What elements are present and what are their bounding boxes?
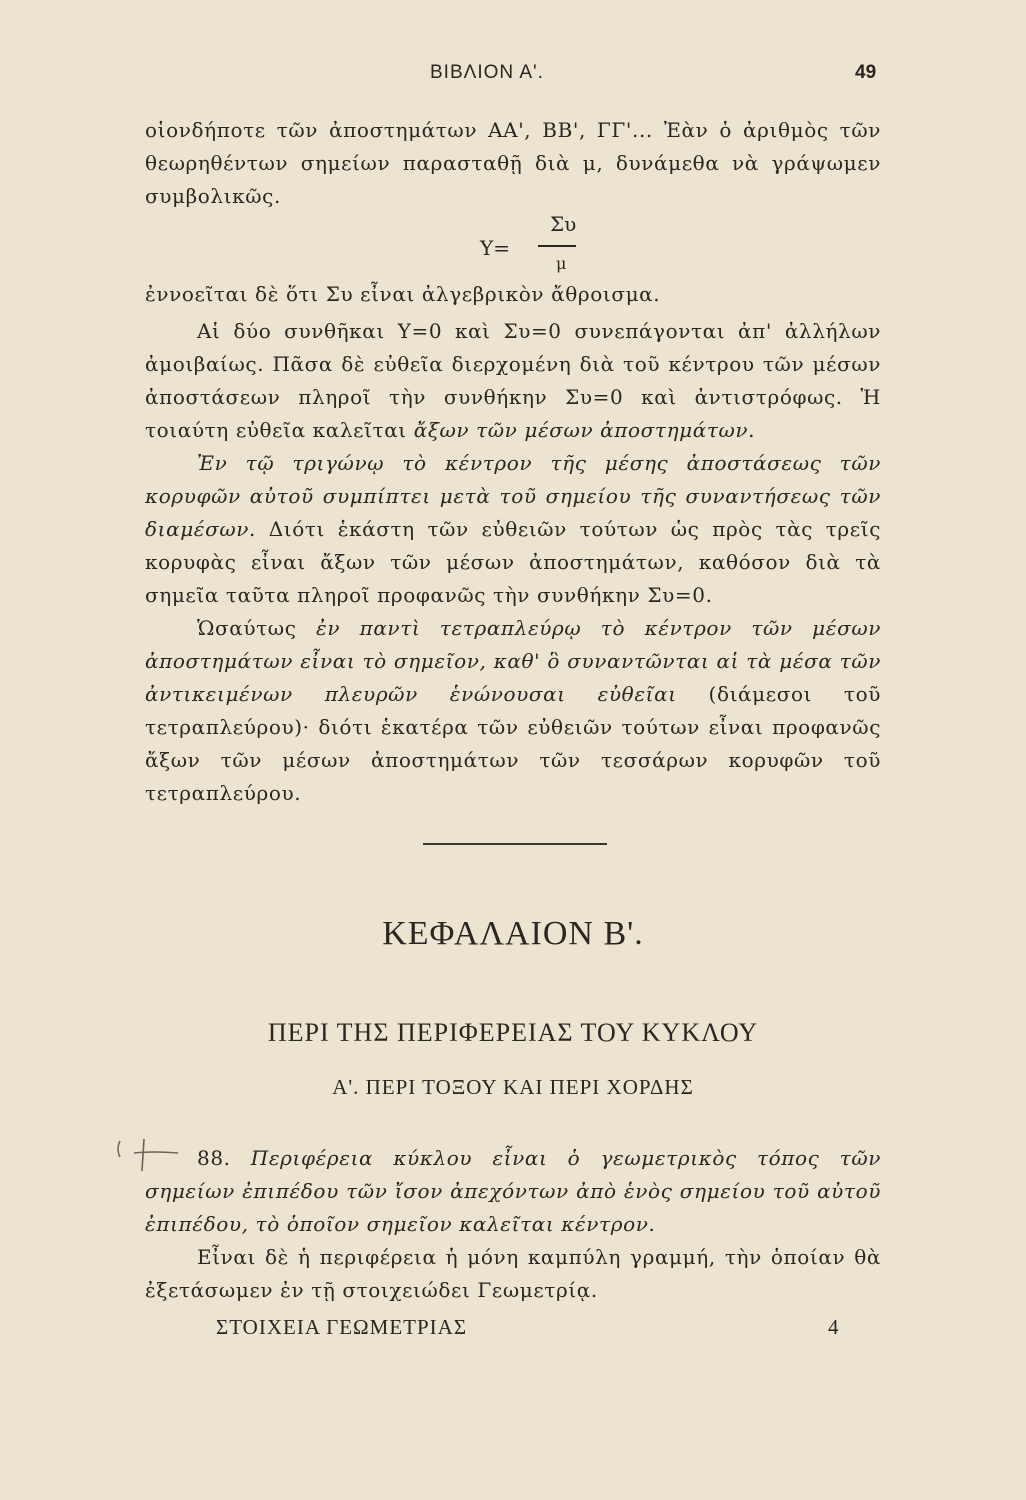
paragraph-axis-text: Αἱ δύο συνθῆκαι Υ=0 καὶ Συ=0 συνεπάγονται ἀπ' ἀλλήλων ἀμοιβαίως. Πᾶσα δὲ εὐθεῖα διερχομένη διὰ τοῦ κέντρου τῶν μέσων ἀποστάσεων πληροῖ τὴν συνθήκην Συ=0 καὶ ἀντιστρόφως. Ἡ τοιαύτη εὐθεῖα καλεῖται bbox=[145, 319, 881, 442]
chapter-title: ΚΕΦΑΛΑΙΟΝ Β'. bbox=[382, 915, 644, 952]
formula-explanation: ἐννοεῖται δὲ ὅτι Συ εἶναι ἀλγεβρικὸν ἄθροισμα. bbox=[145, 282, 661, 306]
paragraph-triangle bbox=[145, 447, 881, 612]
follow-paragraph: Εἶναι δὲ ἡ περιφέρεια ἡ μόνη καμπύλη γραμμή, τὴν ὁποίαν θὰ ἐξετάσωμεν ἐν τῇ στοιχειώδει Γεωμετρίᾳ. bbox=[145, 1245, 881, 1302]
formula-mean bbox=[480, 212, 620, 282]
signature-line bbox=[0, 1315, 1026, 1345]
section-number: 88. bbox=[197, 1146, 231, 1170]
formula-lhs: Υ= bbox=[480, 236, 510, 260]
section-88 bbox=[145, 1142, 881, 1307]
paragraph-axis-term: ἄξων τῶν μέσων ἀποστημάτων. bbox=[413, 418, 756, 442]
definition-paragraph bbox=[145, 1142, 881, 1241]
circle-definition: Περιφέρεια κύκλου εἶναι ὁ γεωμετρικὸς τόπος τῶν σημείων ἐπιπέδου τῶν ἴσον ἀπεχόντων ἀπὸ ἑνὸς σημείου τοῦ αὐτοῦ ἐπιπέδου, τὸ ὁποῖον σημεῖον καλεῖται κέντρον. bbox=[145, 1146, 881, 1236]
quadrilateral-lead: Ὡσαύτως bbox=[197, 616, 297, 640]
paragraph-axis bbox=[145, 315, 881, 447]
signature-number: 4 bbox=[828, 1315, 839, 1339]
chapter-subtitle: ΠΕΡΙ ΤΗΣ ΠΕΡΙΦΕΡΕΙΑΣ ΤΟΥ ΚΥΚΛΟΥ bbox=[267, 1018, 759, 1047]
page-number: 49 bbox=[855, 62, 877, 83]
formula-numerator: Συ bbox=[550, 212, 577, 236]
triangle-proof: Διότι ἑκάστη τῶν εὐθειῶν τούτων ὡς πρὸς τὰς τρεῖς κορυφὰς εἶναι ἄξων τῶν μέσων ἀποστημάτων, καθόσον διὰ τὰ σημεῖα ταῦτα πληροῖ προφανῶς τὴν συνθήκην Συ=0. bbox=[145, 517, 881, 607]
section-divider bbox=[423, 843, 607, 845]
paragraph-quadrilateral bbox=[145, 612, 881, 810]
quadrilateral-theorem: ἐν παντὶ τετραπλεύρῳ τὸ κέντρον τῶν μέσων ἀποστημάτων εἶναι τὸ σημεῖον, καθ' ὃ συναντῶνται αἱ τὰ μέσα τῶν ἀντικειμένων πλευρῶν ἑνώνουσαι εὐθεῖαι bbox=[145, 616, 881, 706]
body-text bbox=[145, 315, 881, 810]
fraction-bar bbox=[538, 245, 576, 247]
quadrilateral-proof: (διάμεσοι τοῦ τετραπλεύρου)· διότι ἑκατέρα τῶν εὐθειῶν τούτων εἶναι προφανῶς ἄξων τῶν μέσων ἀποστημάτων τῶν τεσσάρων κορυφῶν τοῦ τετραπλεύρου. bbox=[145, 682, 881, 805]
formula-denominator: μ bbox=[556, 254, 567, 273]
section-heading: Α'. ΠΕΡΙ ΤΟΞΟΥ ΚΑΙ ΠΕΡΙ ΧΟΡΔΗΣ bbox=[332, 1075, 694, 1099]
running-title: ΒΙΒΛΙΟΝ Α'. bbox=[430, 62, 544, 83]
running-header bbox=[0, 58, 1026, 88]
intro-paragraph: οἱονδήποτε τῶν ἀποστημάτων ΑΑ', ΒΒ', ΓΓ'... Ἐὰν ὁ ἀριθμὸς τῶν θεωρηθέντων σημείων παρασταθῇ διὰ μ, δυνάμεθα νὰ γράψωμεν συμβολικῶς. bbox=[145, 118, 881, 208]
triangle-theorem: Ἐν τῷ τριγώνῳ τὸ κέντρον τῆς μέσης ἀποστάσεως τῶν κορυφῶν αὐτοῦ συμπίπτει μετὰ τοῦ σημείου τῆς συναντήσεως τῶν διαμέσων. bbox=[145, 451, 881, 541]
signature-title: ΣΤΟΙΧΕΙΑ ΓΕΩΜΕΤΡΙΑΣ bbox=[216, 1315, 468, 1339]
